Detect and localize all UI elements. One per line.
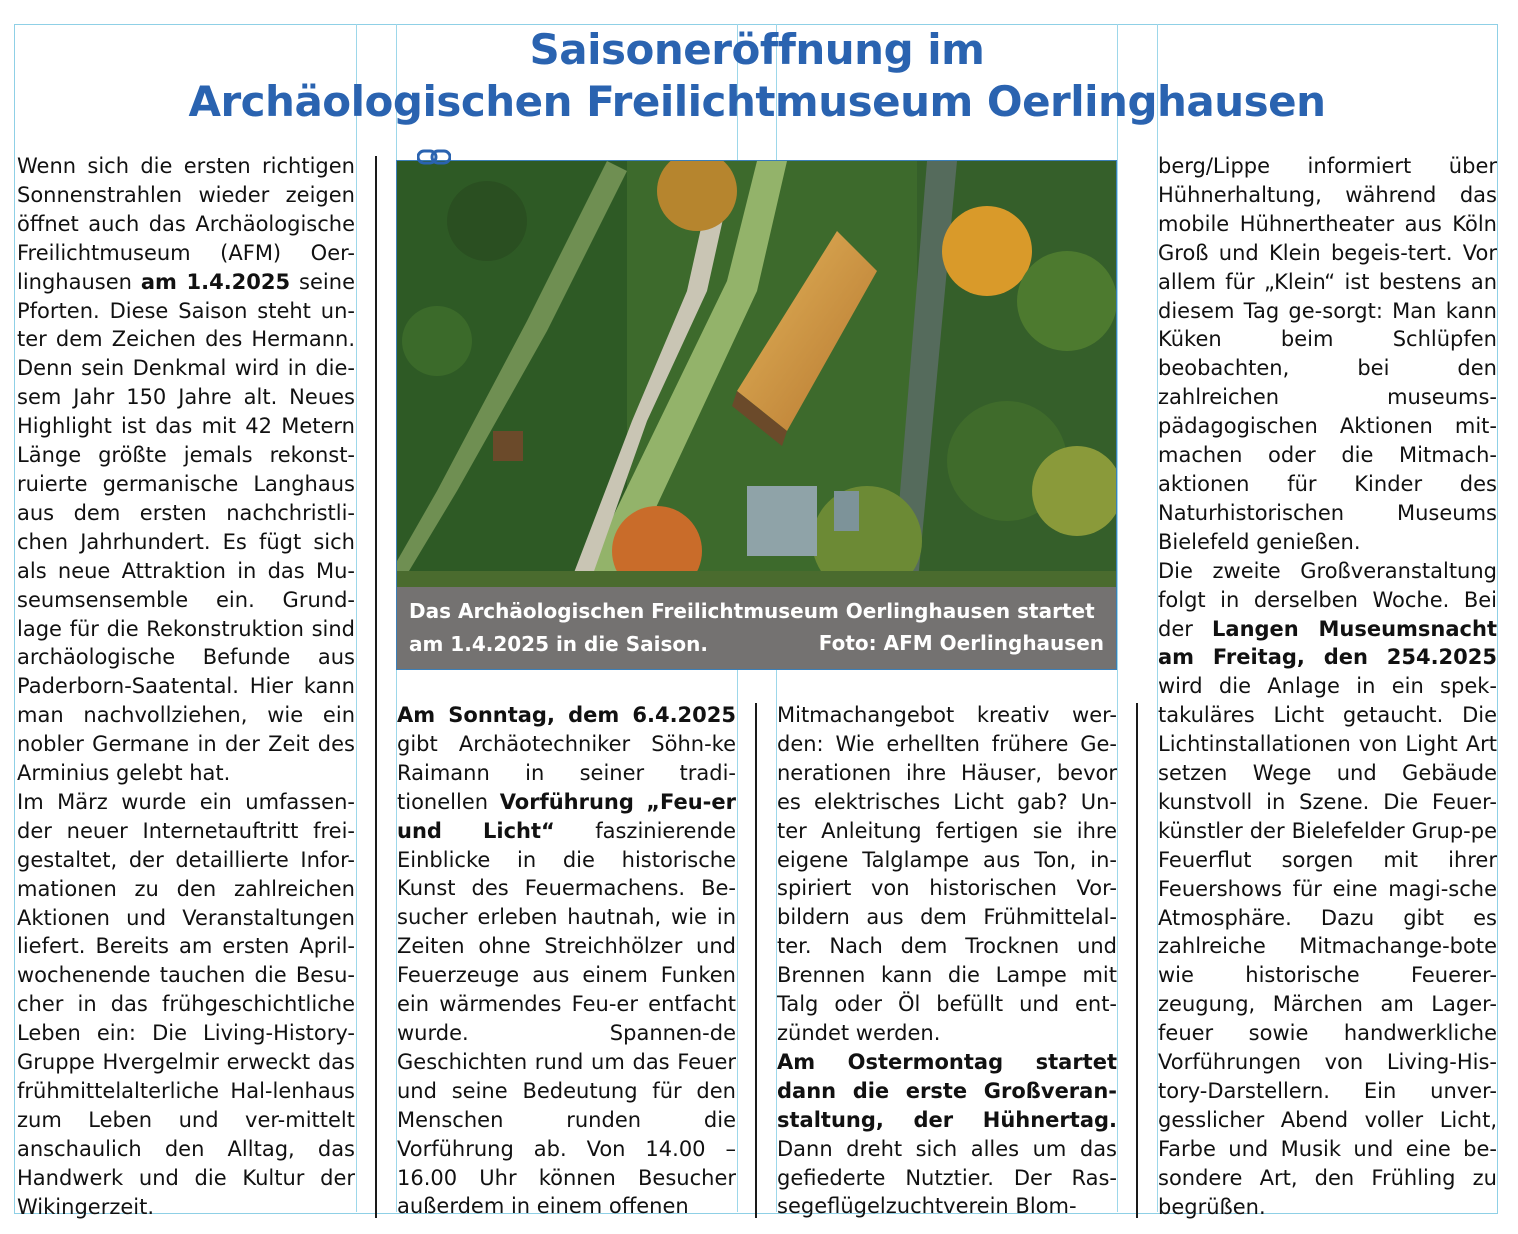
caption-text: Das Archäologischen Freilichtmuseum Oerlinghausen startet am 1.4.2025 in die Saison.	[409, 599, 1095, 656]
article-column-2	[397, 701, 736, 1221]
paragraph: Mitmachangebot kreativ wer-den: Wie erhellten frühere Ge-nerationen ihre Häuser, bevor es elektrisches Licht gab? Un-ter Anleitung fertigen sie ihre eigene Talglampe aus Ton, in-spiriert von historischen Vor-bildern aus dem Frühmittelal-ter. Nach dem Trocknen und Brennen kann die Lampe mit Talg oder Öl befüllt und ent-zündet werden.	[777, 703, 1117, 1045]
headline-line-2: Archäologischen Freilichtmuseum Oerlinghausen	[188, 77, 1326, 126]
paragraph: Wenn sich die ersten richtigen Sonnenstrahlen wieder zeigen öffnet auch das Archäologische Freilichtmuseum (AFM) Oer-linghausen am 1.4.2025 seine Pforten. Diese Saison steht un-ter dem Zeichen des Hermann. Denn sein Denkmal wird in die-sem Jahr 150 Jahre alt. Neues Highlight ist das mit 42 Metern Länge größte jemals rekonst-ruierte germanische Langhaus aus dem ersten nachchristli-chen Jahrhundert. Es fügt sich als neue Attraktion in das Mu-seumsensemble ein. Grund-lage für die Rekonstruktion sind archäologische Befunde aus Paderborn-Saatental. Hier kann man nachvollziehen, wie ein nobler Germane in der Zeit des Arminius gelebt hat.	[17, 154, 355, 786]
event-highlight: Am Ostermontag startet dann die erste Großveran-staltung, der Hühnertag.	[777, 1049, 1117, 1132]
article-column-3	[777, 701, 1117, 1221]
column-rule	[375, 156, 377, 1218]
paragraph: berg/Lippe informiert über Hühnerhaltung, während das mobile Hühnertheater aus Köln Groß und Klein begeis-tert. Vor allem für „Klein“ ist bestens an diesem Tag ge-sorgt: Man kann Küken beim Schlüpfen beobachten, bei den zahlreichen museums-pädagogischen Aktionen mit-machen oder die Mitmach-aktionen für Kinder des Naturhistorischen Museums Bielefeld genießen.	[1158, 154, 1497, 554]
column-rule	[755, 703, 757, 1218]
link-chain-icon[interactable]	[417, 148, 451, 166]
date-highlight: am 1.4.2025	[140, 269, 291, 294]
article-column-1	[17, 152, 355, 1222]
paragraph: Am Ostermontag startet dann die erste Großveran-staltung, der Hühnertag. Dann dreht sich alles um das gefiederte Nutztier. Der Ras-segeflügelzuchtverein Blom-	[777, 1049, 1117, 1219]
headline-line-1: Saisoneröffnung im	[529, 25, 985, 74]
event-title-highlight: Vorführung „Feu-er und Licht“	[397, 789, 736, 843]
paragraph: Im März wurde ein umfassen-der neuer Internetauftritt frei-gestaltet, der detaillierte Infor-mationen zu den zahlreichen Aktionen und Veranstaltungen liefert. Bereits am ersten April-wochenende tauchen die Besu-cher in das frühgeschichtliche Leben ein: Die Living-History-Gruppe Hvergelmir erweckt das frühmittelalterliche Hal-lenhaus zum Leben und ver-mittelt anschaulich den Alltag, das Handwerk und die Kultur der Wikingerzeit.	[17, 789, 355, 1219]
paragraph: Die zweite Großveranstaltung folgt in derselben Woche. Bei der Langen Museumsnacht am Freitag, den 254.2025 wird die Anlage in ein spek-takuläres Licht getaucht. Die Lichtinstallationen von Light Art setzen Wege und Gebäude kunstvoll in Szene. Die Feuer-künstler der Bielefelder Grup-pe Feuerflut sorgen mit ihrer Feuershows für eine magi-sche Atmosphäre. Dazu gibt es zahlreiche Mitmachange-bote wie historische Feuerer-zeugung, Märchen am Lager-feuer sowie handwerkliche Vorführungen von Living-His-tory-Darstellern. Ein unver-gesslicher Abend voller Licht, Farbe und Musik und eine be-sondere Art, den Frühling zu begrüßen.	[1158, 558, 1497, 1219]
column-rule	[1136, 703, 1138, 1218]
photo-caption	[397, 587, 1116, 669]
column-guide	[356, 24, 357, 1212]
photo-credit: Foto: AFM Oerlinghausen	[818, 631, 1104, 655]
headline	[18, 24, 1496, 128]
paragraph: Am Sonntag, dem 6.4.2025 gibt Archäotechniker Söhn-ke Raimann in seiner tradi-tionellen Vorführung „Feu-er und Licht“ faszinierende Einblicke in die historische Kunst des Feuermachens. Be-sucher erleben hautnah, wie in Zeiten ohne Streichhölzer und Feuerzeuge aus einem Funken ein wärmendes Feu-er entfacht wurde. Spannen-de Geschichten rund um das Feuer und seine Bedeutung für den Menschen runden die Vorführung ab. Von 14.00 – 16.00 Uhr können Besucher außerdem in einem offenen	[397, 703, 737, 1219]
event-highlight: Langen Museumsnacht am Freitag, den 254.2025	[1158, 616, 1497, 670]
column-guide	[1117, 24, 1118, 1212]
article-column-4	[1158, 152, 1497, 1222]
event-date-highlight: Am Sonntag, dem 6.4.2025	[397, 703, 736, 727]
